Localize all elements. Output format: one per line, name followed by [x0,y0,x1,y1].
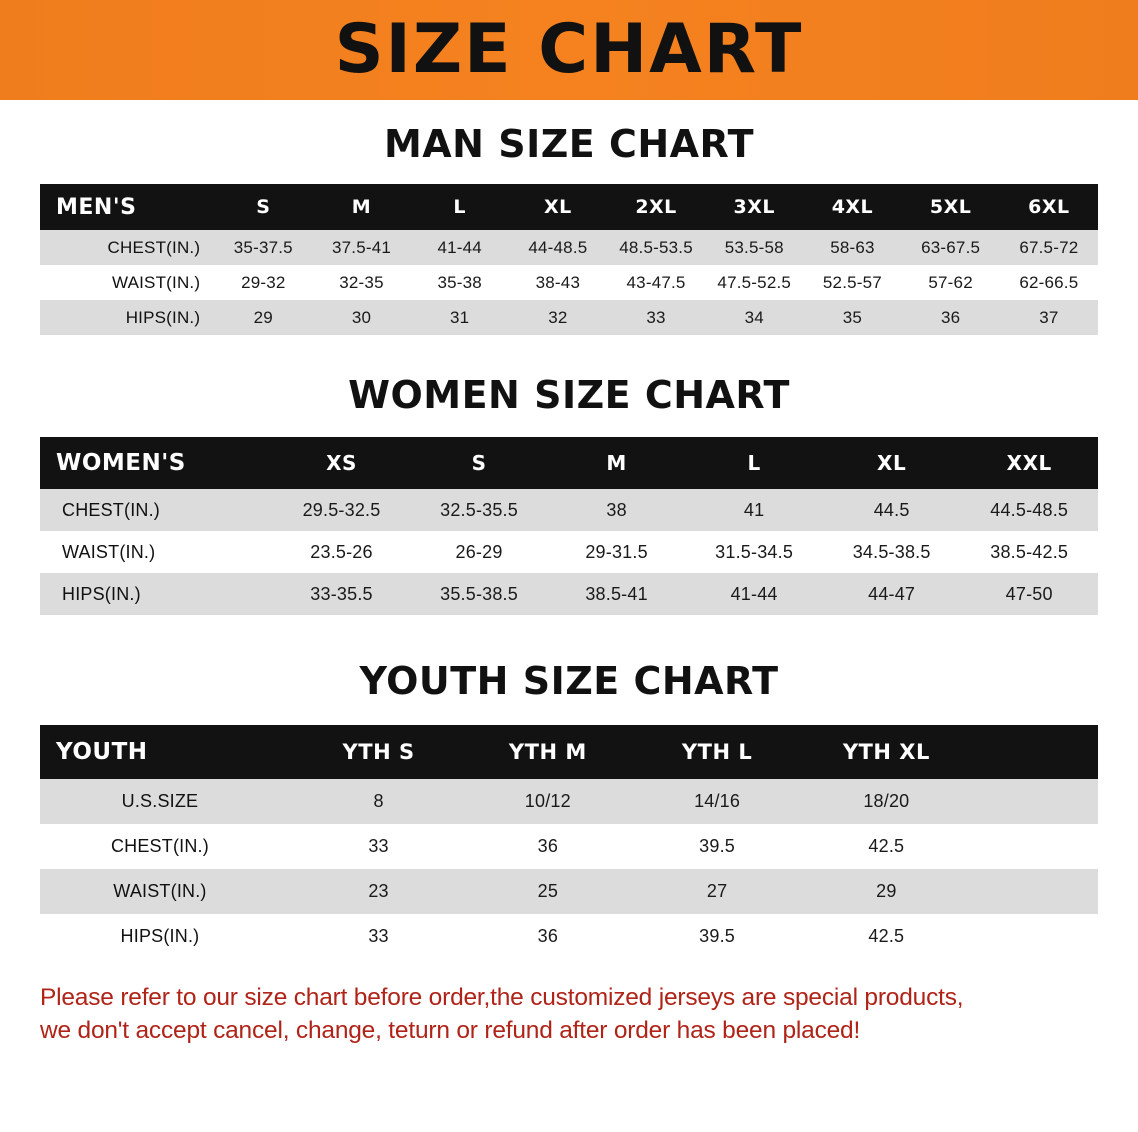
man-waist-l: 35-38 [411,265,509,300]
man-chest-2xl: 48.5-53.5 [607,230,705,265]
man-header-label: MEN'S [56,194,137,220]
youth-row-hips-label: HIPS(IN.) [40,914,294,959]
youth-waist-spacer [971,869,1098,914]
table-row [40,824,1098,869]
women-section-heading: WOMEN SIZE CHART [348,373,790,417]
women-hips-m: 38.5-41 [548,573,686,615]
man-waist-6xl: 62-66.5 [1000,265,1098,300]
disclaimer-note [40,981,1108,1047]
women-header-s: S [471,451,487,475]
youth-waist-s: 23 [294,869,463,914]
table-row [40,573,1098,615]
man-hips-3xl: 34 [705,300,803,335]
man-header-m: M [351,196,372,218]
man-chest-3xl: 53.5-58 [705,230,803,265]
youth-ussize-xl: 18/20 [802,779,971,824]
man-row-waist-label: WAIST(IN.) [40,265,214,300]
table-row [40,531,1098,573]
youth-hips-spacer [971,914,1098,959]
women-header-xs: XS [326,451,357,475]
women-chest-s: 32.5-35.5 [410,489,548,531]
women-waist-xs: 23.5-26 [273,531,411,573]
youth-header-l: YTH L [681,740,753,764]
man-chest-l: 41-44 [411,230,509,265]
man-header-6xl: 6XL [1028,196,1070,218]
youth-ussize-spacer [971,779,1098,824]
youth-hips-xl: 42.5 [802,914,971,959]
table-row [40,265,1098,300]
youth-hips-s: 33 [294,914,463,959]
man-header-2xl: 2XL [635,196,677,218]
man-row-hips-label: HIPS(IN.) [40,300,214,335]
table-row [40,230,1098,265]
women-table-wrap [0,437,1138,615]
youth-waist-xl: 29 [802,869,971,914]
women-waist-xxl: 38.5-42.5 [960,531,1098,573]
women-header-l: L [747,451,761,475]
man-table-body [40,230,1098,335]
man-waist-3xl: 47.5-52.5 [705,265,803,300]
youth-table-wrap [0,725,1138,959]
women-hips-xl: 44-47 [823,573,961,615]
youth-section-heading: YOUTH SIZE CHART [359,659,779,703]
women-hips-xxl: 47-50 [960,573,1098,615]
women-waist-l: 31.5-34.5 [685,531,823,573]
man-waist-xl: 38-43 [509,265,607,300]
man-hips-xl: 32 [509,300,607,335]
page-title: SIZE CHART [334,10,804,89]
youth-size-table [40,725,1098,959]
youth-ussize-l: 14/16 [632,779,801,824]
man-header-s: S [256,196,271,218]
man-waist-4xl: 52.5-57 [803,265,901,300]
man-waist-5xl: 57-62 [902,265,1000,300]
youth-row-chest-label: CHEST(IN.) [40,824,294,869]
youth-chest-l: 39.5 [632,824,801,869]
women-row-waist-label: WAIST(IN.) [40,531,273,573]
table-row [40,779,1098,824]
youth-ussize-m: 10/12 [463,779,632,824]
youth-header-m: YTH M [508,740,587,764]
banner [0,0,1138,100]
youth-table-header [40,725,1098,779]
women-table-header [40,437,1098,489]
youth-waist-m: 25 [463,869,632,914]
women-chest-l: 41 [685,489,823,531]
women-chest-xs: 29.5-32.5 [273,489,411,531]
man-waist-2xl: 43-47.5 [607,265,705,300]
man-hips-l: 31 [411,300,509,335]
man-hips-m: 30 [312,300,410,335]
women-header-m: M [606,451,627,475]
youth-row-waist-label: WAIST(IN.) [40,869,294,914]
man-chest-4xl: 58-63 [803,230,901,265]
women-waist-xl: 34.5-38.5 [823,531,961,573]
women-waist-m: 29-31.5 [548,531,686,573]
youth-row-ussize-label: U.S.SIZE [40,779,294,824]
man-hips-4xl: 35 [803,300,901,335]
man-header-3xl: 3XL [733,196,775,218]
youth-chest-spacer [971,824,1098,869]
youth-chest-m: 36 [463,824,632,869]
table-row [40,914,1098,959]
man-chest-6xl: 67.5-72 [1000,230,1098,265]
man-chest-m: 37.5-41 [312,230,410,265]
table-header-row [40,725,1098,779]
youth-ussize-s: 8 [294,779,463,824]
table-header-row [40,184,1098,230]
man-row-chest-label: CHEST(IN.) [40,230,214,265]
man-header-l: L [453,196,466,218]
women-header-label: WOMEN'S [56,450,186,476]
man-chest-xl: 44-48.5 [509,230,607,265]
man-hips-2xl: 33 [607,300,705,335]
man-section-heading: MAN SIZE CHART [383,122,755,166]
man-waist-s: 29-32 [214,265,312,300]
disclaimer-line-1: Please refer to our size chart before order,the customized jerseys are special products, [40,984,964,1011]
man-header-5xl: 5XL [929,196,972,218]
man-chest-s: 35-37.5 [214,230,312,265]
women-hips-s: 35.5-38.5 [410,573,548,615]
man-hips-5xl: 36 [902,300,1000,335]
women-header-xxl: XXL [1006,451,1052,475]
man-table-header [40,184,1098,230]
women-size-table [40,437,1098,615]
women-chest-xxl: 44.5-48.5 [960,489,1098,531]
youth-waist-l: 27 [632,869,801,914]
youth-header-s: YTH S [342,740,415,764]
youth-hips-l: 39.5 [632,914,801,959]
table-row [40,869,1098,914]
table-row [40,300,1098,335]
youth-hips-m: 36 [463,914,632,959]
youth-header-spacer [971,725,1098,779]
man-table-wrap [0,184,1138,335]
youth-chest-xl: 42.5 [802,824,971,869]
women-row-hips-label: HIPS(IN.) [40,573,273,615]
women-hips-l: 41-44 [685,573,823,615]
man-chest-5xl: 63-67.5 [902,230,1000,265]
disclaimer-line-2: we don't accept cancel, change, teturn or refund after order has been placed! [40,1017,861,1045]
women-chest-xl: 44.5 [823,489,961,531]
women-chest-m: 38 [548,489,686,531]
man-header-4xl: 4XL [831,196,874,218]
man-hips-s: 29 [214,300,312,335]
women-hips-xs: 33-35.5 [273,573,411,615]
table-header-row [40,437,1098,489]
youth-table-body [40,779,1098,959]
man-header-xl: XL [543,196,572,218]
man-hips-6xl: 37 [1000,300,1098,335]
man-size-table [40,184,1098,335]
women-table-body [40,489,1098,615]
youth-header-xl: YTH XL [842,740,930,764]
women-waist-s: 26-29 [410,531,548,573]
man-waist-m: 32-35 [312,265,410,300]
youth-header-label: YOUTH [56,739,148,765]
table-row [40,489,1098,531]
women-header-xl: XL [877,451,907,475]
women-row-chest-label: CHEST(IN.) [40,489,273,531]
youth-chest-s: 33 [294,824,463,869]
